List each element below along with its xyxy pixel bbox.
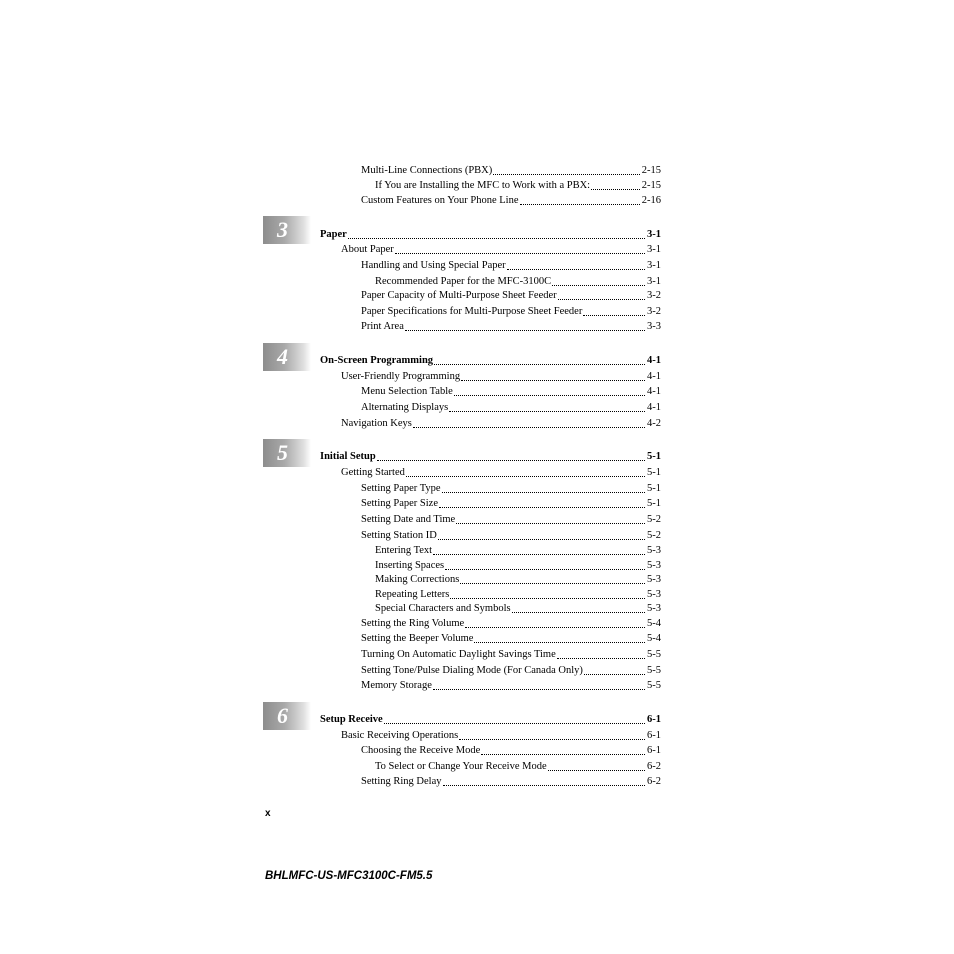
toc-entry[interactable] (361, 512, 661, 526)
dot-leader (558, 289, 645, 300)
toc-entry-page: 3-1 (647, 276, 661, 287)
dot-leader (456, 513, 645, 524)
toc-entry-title: Custom Features on Your Phone Line (361, 195, 519, 206)
toc-entry-page: 3-1 (647, 244, 661, 255)
toc-entry-title: Paper Specifications for Multi-Purpose Sheet Feeder (361, 306, 583, 317)
dot-leader (449, 401, 645, 412)
toc-entry-page: 5-4 (647, 633, 661, 644)
toc-entry[interactable] (361, 631, 661, 645)
dot-leader (493, 164, 640, 175)
toc-entry-page: 2-15 (641, 180, 661, 191)
toc-entry-page: 4-2 (647, 418, 661, 429)
dot-leader (591, 179, 640, 190)
toc-entry[interactable] (375, 601, 661, 615)
toc-entry-page: 6-1 (647, 730, 661, 741)
toc-entry[interactable] (341, 728, 661, 742)
dot-leader (377, 450, 645, 461)
toc-chapter-entry[interactable] (320, 227, 661, 241)
toc-entry-page: 5-1 (647, 498, 661, 509)
dot-leader (548, 760, 645, 771)
toc-entry-title: Setup Receive (320, 714, 383, 725)
toc-entry[interactable] (361, 304, 661, 318)
dot-leader (481, 744, 645, 755)
toc-entry-title: Setting Tone/Pulse Dialing Mode (For Canada Only) (361, 665, 583, 676)
toc-entry[interactable] (361, 288, 661, 302)
toc-entry-page: 5-3 (647, 545, 661, 556)
dot-leader (474, 632, 645, 643)
dot-leader (384, 713, 645, 724)
dot-leader (512, 602, 645, 613)
toc-entry-title: If You are Installing the MFC to Work with a PBX: (375, 180, 591, 191)
toc-entry[interactable] (361, 774, 661, 788)
toc-entry-title: User-Friendly Programming (341, 371, 461, 382)
toc-entry-page: 5-3 (647, 560, 661, 571)
toc-entry-title: Alternating Displays (361, 402, 449, 413)
toc-entry-page: 5-3 (647, 603, 661, 614)
toc-entry-title: Setting Ring Delay (361, 776, 442, 787)
dot-leader (433, 544, 645, 555)
dot-leader (434, 354, 645, 365)
chapter-number: 3 (277, 217, 288, 242)
page-number: x (265, 808, 271, 819)
chapter-tab-6 (263, 702, 311, 730)
toc-entry-page: 5-2 (647, 530, 661, 541)
toc-entry[interactable] (375, 759, 661, 773)
toc-entry[interactable] (361, 663, 661, 677)
chapter-number: 5 (277, 440, 288, 465)
toc-entry-page: 5-3 (647, 574, 661, 585)
toc-entry-page: 4-1 (647, 402, 661, 413)
toc-entry-page: 3-2 (647, 306, 661, 317)
toc-entry[interactable] (361, 319, 661, 333)
chapter-number: 4 (277, 344, 288, 369)
toc-entry-title: Setting Paper Type (361, 483, 441, 494)
toc-entry[interactable] (361, 647, 661, 661)
toc-entry[interactable] (361, 193, 661, 207)
toc-entry-page: 4-1 (647, 386, 661, 397)
toc-entry[interactable] (375, 178, 661, 192)
toc-entry-title: Inserting Spaces (375, 560, 445, 571)
toc-entry-title: Getting Started (341, 467, 405, 478)
dot-leader (461, 370, 645, 381)
toc-entry-page: 6-1 (647, 745, 661, 756)
toc-entry-title: Menu Selection Table (361, 386, 453, 397)
toc-entry-title: Setting Paper Size (361, 498, 438, 509)
toc-entry[interactable] (361, 258, 661, 272)
toc-entry-page: 5-2 (647, 514, 661, 525)
toc-entry[interactable] (361, 481, 661, 495)
toc-entry-title: Turning On Automatic Daylight Savings Time (361, 649, 556, 660)
toc-entry-page: 6-1 (647, 714, 661, 725)
toc-entry-page: 5-5 (647, 649, 661, 660)
dot-leader (445, 559, 645, 570)
dot-leader (450, 588, 645, 599)
toc-entry[interactable] (361, 496, 661, 510)
toc-entry-page: 5-5 (647, 665, 661, 676)
dot-leader (584, 664, 645, 675)
toc-entry-title: Making Corrections (375, 574, 460, 585)
toc-entry[interactable] (361, 743, 661, 757)
toc-entry-title: Memory Storage (361, 680, 432, 691)
toc-entry-page: 4-1 (647, 355, 661, 366)
dot-leader (406, 466, 645, 477)
toc-chapter-entry[interactable] (320, 449, 661, 463)
toc-entry-page: 2-15 (641, 165, 661, 176)
dot-leader (454, 385, 645, 396)
toc-entry[interactable] (341, 416, 661, 430)
chapter-tab-4 (263, 343, 311, 371)
toc-entry-title: Repeating Letters (375, 589, 450, 600)
toc-entry-page: 6-2 (647, 776, 661, 787)
dot-leader (583, 305, 645, 316)
dot-leader (442, 482, 645, 493)
toc-entry-page: 5-1 (647, 483, 661, 494)
toc-entry[interactable] (361, 400, 661, 414)
dot-leader (439, 497, 645, 508)
toc-entry-page: 4-1 (647, 371, 661, 382)
toc-entry-title: Entering Text (375, 545, 433, 556)
toc-entry-page: 5-1 (647, 467, 661, 478)
toc-chapter-entry[interactable] (320, 712, 661, 726)
toc-entry-title: To Select or Change Your Receive Mode (375, 761, 547, 772)
toc-entry-page: 2-16 (641, 195, 661, 206)
dot-leader (413, 417, 645, 428)
toc-entry-page: 3-2 (647, 290, 661, 301)
toc-entry-page: 5-5 (647, 680, 661, 691)
toc-entry[interactable] (375, 558, 661, 572)
toc-chapter-entry[interactable] (320, 353, 661, 367)
toc-entry-title: Print Area (361, 321, 404, 332)
toc-entry-title: Setting the Ring Volume (361, 618, 465, 629)
toc-entry[interactable] (375, 543, 661, 557)
toc-entry-title: Setting Date and Time (361, 514, 456, 525)
toc-entry-title: Basic Receiving Operations (341, 730, 459, 741)
dot-leader (557, 648, 645, 659)
chapter-tab-3 (263, 216, 311, 244)
chapter-number: 6 (277, 703, 288, 728)
toc-entry[interactable] (361, 163, 661, 177)
chapter-tab-5 (263, 439, 311, 467)
dot-leader (395, 243, 645, 254)
toc-entry-title: Initial Setup (320, 451, 376, 462)
toc-entry-page: 3-1 (647, 229, 661, 240)
toc-entry[interactable] (341, 465, 661, 479)
toc-entry-title: Paper Capacity of Multi-Purpose Sheet Feeder (361, 290, 557, 301)
toc-entry[interactable] (361, 528, 661, 542)
dot-leader (465, 617, 645, 628)
toc-entry-title: Setting the Beeper Volume (361, 633, 474, 644)
toc-entry-title: Setting Station ID (361, 530, 437, 541)
dot-leader (460, 573, 645, 584)
toc-entry-page: 3-1 (647, 260, 661, 271)
toc-entry[interactable] (375, 572, 661, 586)
toc-entry[interactable] (361, 384, 661, 398)
toc-entry-title: Special Characters and Symbols (375, 603, 511, 614)
toc-entry-title: Paper (320, 229, 347, 240)
dot-leader (520, 194, 640, 205)
dot-leader (552, 275, 645, 286)
toc-entry-title: About Paper (341, 244, 394, 255)
toc-entry-title: Handling and Using Special Paper (361, 260, 506, 271)
dot-leader (348, 228, 645, 239)
toc-entry-title: Multi-Line Connections (PBX) (361, 165, 493, 176)
toc-entry[interactable] (341, 242, 661, 256)
toc-entry-page: 5-3 (647, 589, 661, 600)
dot-leader (438, 529, 645, 540)
dot-leader (507, 259, 645, 270)
toc-entry-page: 5-4 (647, 618, 661, 629)
dot-leader (405, 320, 645, 331)
toc-entry[interactable] (375, 587, 661, 601)
dot-leader (433, 679, 645, 690)
toc-entry-title: Navigation Keys (341, 418, 412, 429)
toc-entry-page: 6-2 (647, 761, 661, 772)
toc-entry-title: Recommended Paper for the MFC-3100C (375, 276, 552, 287)
toc-entry-title: Choosing the Receive Mode (361, 745, 481, 756)
toc-entry-title: On-Screen Programming (320, 355, 434, 366)
document-footer: BHLMFC-US-MFC3100C-FM5.5 (265, 870, 433, 882)
toc-entry[interactable] (341, 369, 661, 383)
toc-entry[interactable] (361, 678, 661, 692)
dot-leader (443, 775, 646, 786)
dot-leader (459, 729, 645, 740)
toc-entry[interactable] (375, 274, 661, 288)
toc-entry-page: 5-1 (647, 451, 661, 462)
toc-entry-page: 3-3 (647, 321, 661, 332)
toc-entry[interactable] (361, 616, 661, 630)
